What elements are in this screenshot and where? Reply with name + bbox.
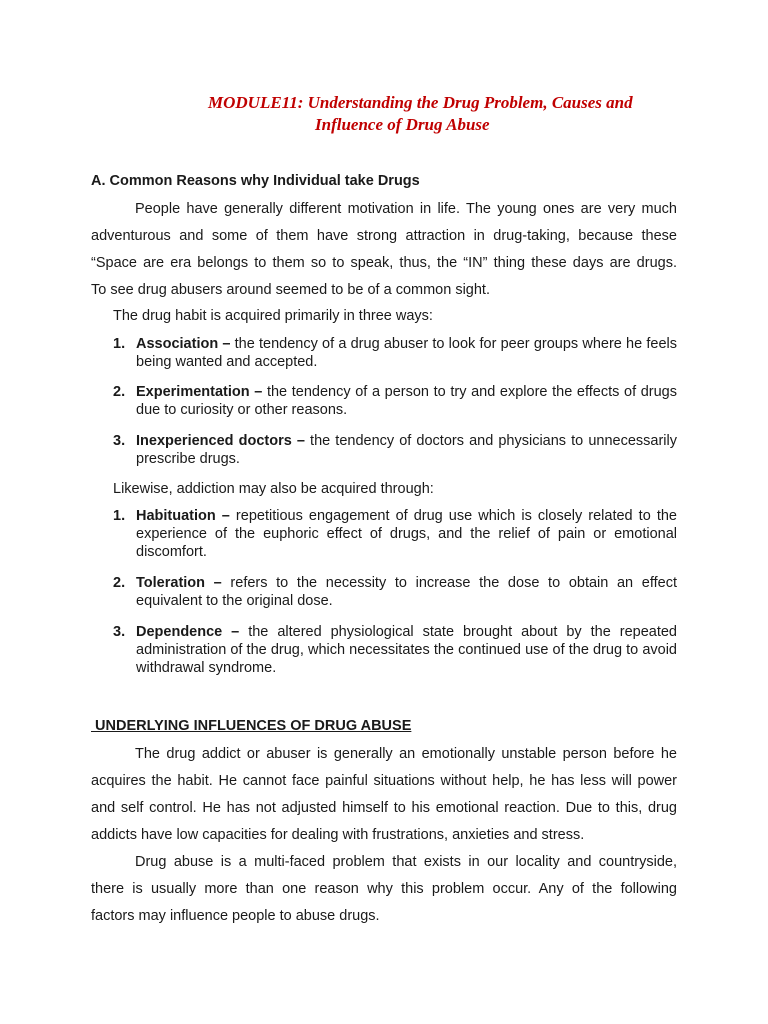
list-number: 2. bbox=[113, 575, 126, 591]
list-number: 3. bbox=[113, 624, 126, 640]
addiction-lead: Likewise, addiction may also be acquired through: bbox=[113, 481, 434, 497]
list-term: Habituation – bbox=[136, 508, 230, 524]
list-item bbox=[113, 432, 677, 468]
list-term: Toleration – bbox=[136, 575, 222, 591]
paragraph-line: “Space are era belongs to them so to speak, thus, the “IN” thing these days are drugs. bbox=[91, 255, 677, 271]
list-term: Association – bbox=[136, 336, 231, 352]
list-item bbox=[113, 623, 677, 677]
list-item bbox=[113, 383, 677, 419]
list-item bbox=[113, 335, 677, 371]
section-b-heading: UNDERLYING INFLUENCES OF DRUG ABUSE bbox=[91, 718, 412, 734]
list-text: the tendency of a drug abuser to look for peer groups where he feels being wanted and accepted. bbox=[136, 336, 677, 370]
list-text: refers to the necessity to increase the dose to obtain an effect equivalent to the original dose. bbox=[136, 575, 677, 609]
list-number: 2. bbox=[113, 384, 126, 400]
module-title-line-2: Influence of Drug Abuse bbox=[315, 115, 490, 134]
paragraph-line: and self control. He has not adjusted himself to his emotional reaction. Due to this, drug bbox=[91, 800, 677, 816]
paragraph-line: addicts have low capacities for dealing with frustrations, anxieties and stress. bbox=[91, 827, 585, 843]
list-item bbox=[113, 507, 677, 561]
list-item bbox=[113, 574, 677, 610]
paragraph-line: The drug addict or abuser is generally an emotionally unstable person before he bbox=[135, 746, 677, 762]
paragraph-line: adventurous and some of them have strong attraction in drug-taking, because these bbox=[91, 228, 677, 244]
paragraph-line: People have generally different motivation in life. The young ones are very much bbox=[135, 201, 677, 217]
section-b-paragraph-1 bbox=[91, 741, 677, 849]
paragraph-line: Drug abuse is a multi-faced problem that exists in our locality and countryside, bbox=[135, 854, 677, 870]
paragraph-line: there is usually more than one reason why this problem occur. Any of the following bbox=[91, 881, 677, 897]
list-term: Inexperienced doctors – bbox=[136, 433, 305, 449]
paragraph-line: factors may influence people to abuse drugs. bbox=[91, 908, 380, 924]
list-text: the tendency of a person to try and explore the effects of drugs due to curiosity or other reasons. bbox=[136, 384, 677, 418]
module-title-line-1: MODULE11: Understanding the Drug Problem, Causes and bbox=[208, 93, 633, 112]
section-a-paragraph bbox=[91, 196, 677, 304]
list-number: 3. bbox=[113, 433, 126, 449]
section-a-heading: A. Common Reasons why Individual take Drugs bbox=[91, 173, 420, 189]
ways-lead: The drug habit is acquired primarily in three ways: bbox=[113, 308, 433, 324]
list-term: Experimentation – bbox=[136, 384, 263, 400]
list-text: the tendency of doctors and physicians to unnecessarily prescribe drugs. bbox=[136, 433, 677, 467]
list-term: Dependence – bbox=[136, 624, 240, 640]
paragraph-line: To see drug abusers around seemed to be of a common sight. bbox=[91, 282, 490, 298]
section-b-paragraph-2 bbox=[91, 849, 677, 930]
list-number: 1. bbox=[113, 508, 126, 524]
paragraph-line: acquires the habit. He cannot face painful situations without help, he has less will power bbox=[91, 773, 677, 789]
list-number: 1. bbox=[113, 336, 126, 352]
list-text: repetitious engagement of drug use which is closely related to the experience of the euphoric effect of drugs, and the relief of pain or emotional discomfort. bbox=[136, 508, 677, 560]
list-text: the altered physiological state brought about by the repeated administration of the drug, which necessitates the continued use of the drug to avoid withdrawal syndrome. bbox=[136, 624, 677, 676]
